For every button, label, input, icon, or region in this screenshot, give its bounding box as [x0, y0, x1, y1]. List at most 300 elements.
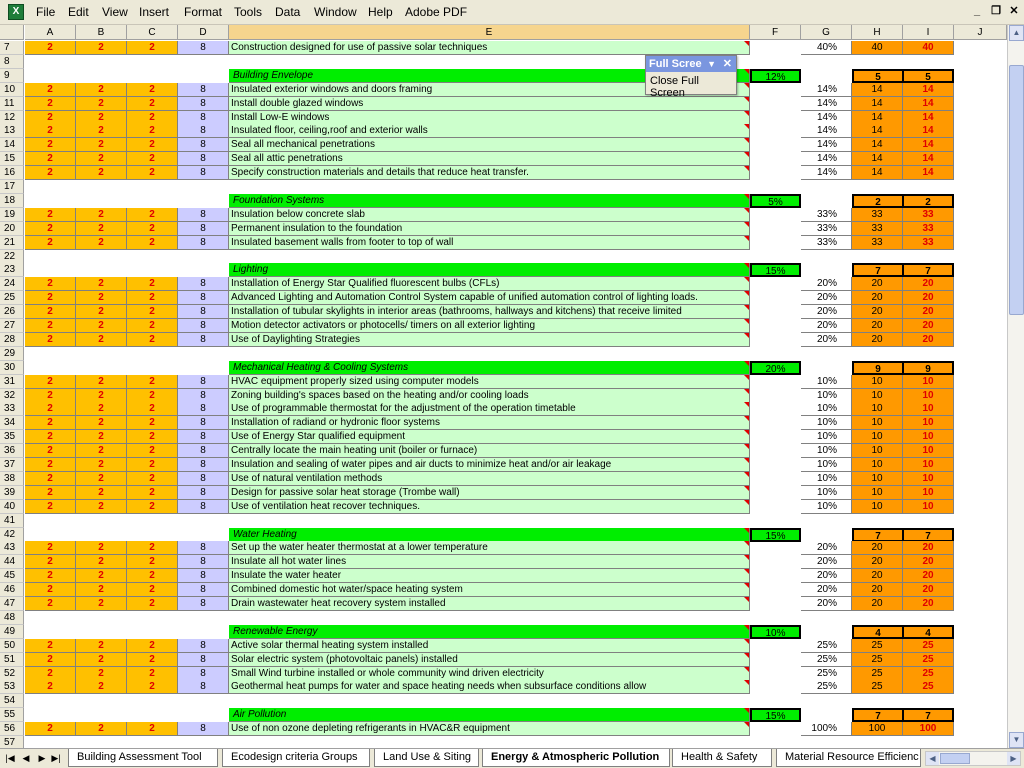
menu-data[interactable]: Data — [275, 5, 301, 19]
sheet-tab[interactable]: Material Resource Efficienc — [776, 749, 921, 767]
cell-c[interactable]: 2 — [127, 500, 178, 514]
cell-h[interactable]: 20 — [852, 277, 903, 291]
cell-d[interactable]: 8 — [178, 597, 229, 611]
cell-h[interactable]: 33 — [852, 222, 903, 236]
cell-c[interactable]: 2 — [127, 222, 178, 236]
row-header[interactable]: 26 — [0, 305, 24, 319]
row-header[interactable]: 17 — [0, 180, 24, 194]
column-header-c[interactable]: C — [127, 25, 178, 40]
cell-h[interactable]: 10 — [852, 500, 903, 514]
row-header[interactable]: 29 — [0, 347, 24, 361]
cell-a[interactable]: 2 — [25, 416, 76, 430]
category-score-h[interactable]: 9 — [852, 361, 903, 375]
category-score-i[interactable]: 2 — [903, 194, 954, 208]
cell-h[interactable]: 20 — [852, 583, 903, 597]
cell-c[interactable]: 2 — [127, 583, 178, 597]
excel-app-icon[interactable]: X — [8, 4, 24, 20]
cell-g[interactable]: 10% — [801, 389, 852, 403]
cell-i[interactable]: 20 — [903, 597, 954, 611]
criterion-description[interactable]: Set up the water heater thermostat at a lower temperature — [229, 541, 750, 555]
cell-h[interactable]: 14 — [852, 152, 903, 166]
cell-i[interactable]: 20 — [903, 277, 954, 291]
scroll-right-icon[interactable]: ▶ — [1007, 752, 1020, 765]
cell-g[interactable]: 14% — [801, 166, 852, 180]
row-header[interactable]: 22 — [0, 250, 24, 264]
cell-b[interactable]: 2 — [76, 208, 127, 222]
cell-d[interactable]: 8 — [178, 236, 229, 250]
cell-d[interactable]: 8 — [178, 41, 229, 55]
criterion-description[interactable]: Combined domestic hot water/space heating system — [229, 583, 750, 597]
cell-a[interactable]: 2 — [25, 541, 76, 555]
cell-a[interactable]: 2 — [25, 653, 76, 667]
criterion-description[interactable]: Zoning building's spaces based on the heating and/or cooling loads — [229, 389, 750, 403]
cell-d[interactable]: 8 — [178, 291, 229, 305]
criterion-description[interactable]: Installation of radiand or hydronic floor systems — [229, 416, 750, 430]
cell-g[interactable]: 20% — [801, 333, 852, 347]
cell-c[interactable]: 2 — [127, 152, 178, 166]
criterion-description[interactable]: Install Low-E windows — [229, 111, 750, 125]
sheet-tab[interactable]: Energy & Atmospheric Pollution — [482, 749, 670, 767]
cell-i[interactable]: 20 — [903, 569, 954, 583]
criterion-description[interactable]: Install double glazed windows — [229, 97, 750, 111]
cell-b[interactable]: 2 — [76, 236, 127, 250]
cell-b[interactable]: 2 — [76, 680, 127, 694]
cell-c[interactable]: 2 — [127, 111, 178, 125]
criterion-description[interactable]: Solar electric system (photovoltaic panels) installed — [229, 653, 750, 667]
criterion-description[interactable]: Insulation and sealing of water pipes and air ducts to minimize heat and/or air leakage — [229, 458, 750, 472]
cell-i[interactable]: 14 — [903, 111, 954, 125]
row-header[interactable]: 25 — [0, 291, 24, 305]
cell-b[interactable]: 2 — [76, 653, 127, 667]
cell-h[interactable]: 20 — [852, 319, 903, 333]
cell-h[interactable]: 10 — [852, 416, 903, 430]
cell-a[interactable]: 2 — [25, 583, 76, 597]
column-header-e[interactable]: E — [229, 25, 750, 40]
cell-b[interactable]: 2 — [76, 319, 127, 333]
criterion-description[interactable]: Design for passive solar heat storage (Trombe wall) — [229, 486, 750, 500]
cell-c[interactable]: 2 — [127, 430, 178, 444]
cell-a[interactable]: 2 — [25, 569, 76, 583]
category-score-i[interactable]: 4 — [903, 625, 954, 639]
cell-g[interactable]: 20% — [801, 291, 852, 305]
row-header[interactable]: 44 — [0, 555, 24, 569]
cell-h[interactable]: 10 — [852, 458, 903, 472]
vertical-scrollbar[interactable] — [1007, 25, 1024, 748]
row-header[interactable]: 27 — [0, 319, 24, 333]
cell-h[interactable]: 14 — [852, 83, 903, 97]
criterion-description[interactable]: Small Wind turbine installed or whole community wind driven electricity — [229, 667, 750, 681]
row-header[interactable]: 45 — [0, 569, 24, 583]
cell-d[interactable]: 8 — [178, 500, 229, 514]
cell-b[interactable]: 2 — [76, 597, 127, 611]
cell-h[interactable]: 20 — [852, 569, 903, 583]
category-score-h[interactable]: 5 — [852, 69, 903, 83]
criterion-description[interactable]: Geothermal heat pumps for water and space heating needs when subsurface conditions allow — [229, 680, 750, 694]
criterion-description[interactable]: Use of natural ventilation methods — [229, 472, 750, 486]
cell-d[interactable]: 8 — [178, 541, 229, 555]
cell-h[interactable]: 25 — [852, 639, 903, 653]
cell-d[interactable]: 8 — [178, 583, 229, 597]
cell-i[interactable]: 14 — [903, 166, 954, 180]
cell-c[interactable]: 2 — [127, 277, 178, 291]
cell-i[interactable]: 10 — [903, 444, 954, 458]
cell-i[interactable]: 25 — [903, 667, 954, 681]
row-header[interactable]: 40 — [0, 500, 24, 514]
cell-h[interactable]: 14 — [852, 166, 903, 180]
cell-g[interactable]: 100% — [801, 722, 852, 736]
cell-g[interactable]: 10% — [801, 416, 852, 430]
cell-g[interactable]: 20% — [801, 555, 852, 569]
cell-h[interactable]: 20 — [852, 305, 903, 319]
row-header[interactable]: 30 — [0, 361, 24, 375]
row-header[interactable]: 57 — [0, 736, 24, 748]
cell-i[interactable]: 14 — [903, 124, 954, 138]
menu-format[interactable]: Format — [184, 5, 223, 19]
cell-g[interactable]: 25% — [801, 653, 852, 667]
cell-c[interactable]: 2 — [127, 653, 178, 667]
close-full-screen-button[interactable]: Close Full Screen — [650, 75, 699, 99]
cell-h[interactable]: 20 — [852, 541, 903, 555]
cell-a[interactable]: 2 — [25, 166, 76, 180]
cell-h[interactable]: 14 — [852, 124, 903, 138]
cell-d[interactable]: 8 — [178, 472, 229, 486]
cell-b[interactable]: 2 — [76, 416, 127, 430]
row-header[interactable]: 23 — [0, 263, 24, 277]
cell-g[interactable]: 40% — [801, 41, 852, 55]
cell-i[interactable]: 20 — [903, 305, 954, 319]
cell-b[interactable]: 2 — [76, 722, 127, 736]
cell-i[interactable]: 20 — [903, 319, 954, 333]
cell-c[interactable]: 2 — [127, 375, 178, 389]
cell-a[interactable]: 2 — [25, 402, 76, 416]
menu-help[interactable]: Help — [368, 5, 393, 19]
restore-icon[interactable]: ❐ — [991, 5, 1001, 17]
category-header[interactable]: Renewable Energy — [229, 625, 750, 639]
sheet-tab[interactable]: Health & Safety — [672, 749, 772, 767]
menu-tools[interactable]: Tools — [234, 5, 263, 19]
row-header[interactable]: 13 — [0, 124, 24, 138]
cell-a[interactable]: 2 — [25, 333, 76, 347]
sheet-tab[interactable]: Land Use & Siting — [374, 749, 479, 767]
cell-d[interactable]: 8 — [178, 389, 229, 403]
row-header[interactable]: 56 — [0, 722, 24, 736]
row-header[interactable]: 20 — [0, 222, 24, 236]
scroll-left-icon[interactable]: ◀ — [926, 752, 939, 765]
row-header[interactable]: 47 — [0, 597, 24, 611]
cell-g[interactable]: 14% — [801, 97, 852, 111]
criterion-description[interactable]: Insulate all hot water lines — [229, 555, 750, 569]
criterion-description[interactable]: Use of Energy Star qualified equipment — [229, 430, 750, 444]
category-weight[interactable]: 10% — [750, 625, 801, 639]
category-weight[interactable]: 5% — [750, 194, 801, 208]
horizontal-scroll-thumb[interactable] — [940, 753, 970, 764]
row-header[interactable]: 37 — [0, 458, 24, 472]
cell-d[interactable]: 8 — [178, 83, 229, 97]
cell-h[interactable]: 14 — [852, 138, 903, 152]
cell-d[interactable]: 8 — [178, 444, 229, 458]
cell-c[interactable]: 2 — [127, 402, 178, 416]
cell-a[interactable]: 2 — [25, 138, 76, 152]
cell-b[interactable]: 2 — [76, 41, 127, 55]
criterion-description[interactable]: Insulated basement walls from footer to top of wall — [229, 236, 750, 250]
cell-i[interactable]: 10 — [903, 472, 954, 486]
scroll-up-icon[interactable]: ▲ — [1009, 25, 1024, 41]
cell-c[interactable]: 2 — [127, 444, 178, 458]
cell-d[interactable]: 8 — [178, 486, 229, 500]
criterion-description[interactable]: Specify construction materials and details that reduce heat transfer. — [229, 166, 750, 180]
cell-b[interactable]: 2 — [76, 555, 127, 569]
cell-d[interactable]: 8 — [178, 222, 229, 236]
cell-a[interactable]: 2 — [25, 111, 76, 125]
sheet-tab[interactable]: Building Assessment Tool — [68, 749, 218, 767]
cell-a[interactable]: 2 — [25, 208, 76, 222]
cell-g[interactable]: 14% — [801, 124, 852, 138]
cell-g[interactable]: 20% — [801, 541, 852, 555]
row-header[interactable]: 31 — [0, 375, 24, 389]
cell-b[interactable]: 2 — [76, 500, 127, 514]
cell-i[interactable]: 25 — [903, 639, 954, 653]
cell-c[interactable]: 2 — [127, 458, 178, 472]
criterion-description[interactable]: Insulated floor, ceiling,roof and exterior walls — [229, 124, 750, 138]
cell-h[interactable]: 33 — [852, 208, 903, 222]
cell-i[interactable]: 10 — [903, 416, 954, 430]
cell-h[interactable]: 10 — [852, 486, 903, 500]
cell-g[interactable]: 25% — [801, 667, 852, 681]
criterion-description[interactable]: Use of ventilation heat recover techniques. — [229, 500, 750, 514]
cell-c[interactable]: 2 — [127, 83, 178, 97]
close-toolbar-icon[interactable]: ✕ — [722, 58, 732, 70]
cell-i[interactable]: 20 — [903, 541, 954, 555]
row-header[interactable]: 50 — [0, 639, 24, 653]
cell-c[interactable]: 2 — [127, 472, 178, 486]
row-header[interactable]: 16 — [0, 166, 24, 180]
menu-insert[interactable]: Insert — [139, 5, 170, 19]
row-header[interactable]: 39 — [0, 486, 24, 500]
criterion-description[interactable]: Active solar thermal heating system installed — [229, 639, 750, 653]
row-header[interactable]: 10 — [0, 83, 24, 97]
row-header[interactable]: 49 — [0, 625, 24, 639]
column-header-a[interactable]: A — [25, 25, 76, 40]
category-header[interactable]: Lighting — [229, 263, 750, 277]
cell-g[interactable]: 10% — [801, 486, 852, 500]
cell-a[interactable]: 2 — [25, 277, 76, 291]
cell-b[interactable]: 2 — [76, 83, 127, 97]
cell-c[interactable]: 2 — [127, 97, 178, 111]
category-header[interactable]: Water Heating — [229, 528, 750, 542]
cell-i[interactable]: 20 — [903, 555, 954, 569]
cell-b[interactable]: 2 — [76, 97, 127, 111]
menu-window[interactable]: Window — [314, 5, 357, 19]
cell-a[interactable]: 2 — [25, 375, 76, 389]
cell-d[interactable]: 8 — [178, 124, 229, 138]
cell-a[interactable]: 2 — [25, 97, 76, 111]
cell-b[interactable]: 2 — [76, 333, 127, 347]
row-header[interactable]: 14 — [0, 138, 24, 152]
cell-a[interactable]: 2 — [25, 124, 76, 138]
row-header[interactable]: 9 — [0, 69, 24, 83]
category-score-h[interactable]: 7 — [852, 528, 903, 542]
cell-b[interactable]: 2 — [76, 222, 127, 236]
cell-b[interactable]: 2 — [76, 111, 127, 125]
cell-g[interactable]: 33% — [801, 208, 852, 222]
cell-g[interactable]: 20% — [801, 569, 852, 583]
row-header[interactable]: 51 — [0, 653, 24, 667]
close-window-icon[interactable]: ✕ — [1009, 5, 1019, 17]
menu-edit[interactable]: Edit — [68, 5, 89, 19]
cell-g[interactable]: 33% — [801, 222, 852, 236]
cell-b[interactable]: 2 — [76, 583, 127, 597]
cell-a[interactable]: 2 — [25, 486, 76, 500]
criterion-description[interactable]: Installation of Energy Star Qualified fluorescent bulbs (CFLs) — [229, 277, 750, 291]
criterion-description[interactable]: Installation of tubular skylights in interior areas (bathrooms, hallways and kitchens) that receive limited — [229, 305, 750, 319]
cell-h[interactable]: 20 — [852, 555, 903, 569]
category-header[interactable]: Mechanical Heating & Cooling Systems — [229, 361, 750, 375]
cell-i[interactable]: 10 — [903, 486, 954, 500]
cell-b[interactable]: 2 — [76, 444, 127, 458]
category-score-i[interactable]: 7 — [903, 263, 954, 277]
cell-c[interactable]: 2 — [127, 667, 178, 681]
criterion-description[interactable]: Use of programmable thermostat for the adjustment of the operation timetable — [229, 402, 750, 416]
category-score-h[interactable]: 2 — [852, 194, 903, 208]
row-header[interactable]: 54 — [0, 694, 24, 708]
minimize-icon[interactable]: _ — [973, 5, 981, 17]
cell-c[interactable]: 2 — [127, 486, 178, 500]
cell-g[interactable]: 25% — [801, 639, 852, 653]
cell-h[interactable]: 10 — [852, 402, 903, 416]
row-header[interactable]: 19 — [0, 208, 24, 222]
row-header[interactable]: 21 — [0, 236, 24, 250]
select-all-corner[interactable] — [0, 25, 24, 40]
cell-h[interactable]: 25 — [852, 680, 903, 694]
cell-d[interactable]: 8 — [178, 402, 229, 416]
cell-c[interactable]: 2 — [127, 416, 178, 430]
cell-b[interactable]: 2 — [76, 486, 127, 500]
cell-g[interactable]: 10% — [801, 458, 852, 472]
menu-file[interactable]: File — [36, 5, 56, 19]
vertical-scroll-thumb[interactable] — [1009, 65, 1024, 315]
cell-d[interactable]: 8 — [178, 667, 229, 681]
cell-b[interactable]: 2 — [76, 472, 127, 486]
category-weight[interactable]: 15% — [750, 263, 801, 277]
row-header[interactable]: 36 — [0, 444, 24, 458]
cell-c[interactable]: 2 — [127, 333, 178, 347]
cell-g[interactable]: 20% — [801, 319, 852, 333]
cell-c[interactable]: 2 — [127, 166, 178, 180]
criterion-description[interactable]: Use of non ozone depleting refrigerants in HVAC&R equipment — [229, 722, 750, 736]
row-header[interactable]: 35 — [0, 430, 24, 444]
cell-a[interactable]: 2 — [25, 680, 76, 694]
cell-b[interactable]: 2 — [76, 639, 127, 653]
criterion-description[interactable]: Insulate the water heater — [229, 569, 750, 583]
cell-g[interactable]: 10% — [801, 402, 852, 416]
category-weight[interactable]: 20% — [750, 361, 801, 375]
cell-a[interactable]: 2 — [25, 500, 76, 514]
cell-i[interactable]: 40 — [903, 41, 954, 55]
column-header-f[interactable]: F — [750, 25, 801, 40]
cell-g[interactable]: 14% — [801, 138, 852, 152]
cell-g[interactable]: 10% — [801, 472, 852, 486]
cell-h[interactable]: 14 — [852, 97, 903, 111]
cell-d[interactable]: 8 — [178, 208, 229, 222]
cell-c[interactable]: 2 — [127, 680, 178, 694]
cell-i[interactable]: 33 — [903, 208, 954, 222]
cell-i[interactable]: 10 — [903, 500, 954, 514]
cell-b[interactable]: 2 — [76, 375, 127, 389]
cell-h[interactable]: 25 — [852, 667, 903, 681]
cell-a[interactable]: 2 — [25, 291, 76, 305]
cell-a[interactable]: 2 — [25, 152, 76, 166]
row-header[interactable]: 24 — [0, 277, 24, 291]
menu-view[interactable]: View — [102, 5, 128, 19]
column-header-g[interactable]: G — [801, 25, 852, 40]
cell-d[interactable]: 8 — [178, 138, 229, 152]
horizontal-scrollbar[interactable] — [925, 751, 1021, 766]
cell-d[interactable]: 8 — [178, 680, 229, 694]
cell-h[interactable]: 20 — [852, 597, 903, 611]
cell-g[interactable]: 14% — [801, 83, 852, 97]
row-header[interactable]: 7 — [0, 41, 24, 55]
cell-a[interactable]: 2 — [25, 430, 76, 444]
cell-i[interactable]: 10 — [903, 375, 954, 389]
cell-g[interactable]: 33% — [801, 236, 852, 250]
scroll-down-icon[interactable]: ▼ — [1009, 732, 1024, 748]
criterion-description[interactable]: Advanced Lighting and Automation Control System capable of unified automation control of lighting loads. — [229, 291, 750, 305]
category-weight[interactable]: 15% — [750, 708, 801, 722]
cell-b[interactable]: 2 — [76, 138, 127, 152]
cell-c[interactable]: 2 — [127, 291, 178, 305]
cell-d[interactable]: 8 — [178, 722, 229, 736]
cell-b[interactable]: 2 — [76, 389, 127, 403]
cell-c[interactable]: 2 — [127, 389, 178, 403]
row-header[interactable]: 28 — [0, 333, 24, 347]
cell-c[interactable]: 2 — [127, 138, 178, 152]
cell-d[interactable]: 8 — [178, 305, 229, 319]
cell-i[interactable]: 33 — [903, 236, 954, 250]
cell-h[interactable]: 20 — [852, 291, 903, 305]
category-weight[interactable]: 15% — [750, 528, 801, 542]
category-score-h[interactable]: 7 — [852, 708, 903, 722]
cell-g[interactable]: 20% — [801, 277, 852, 291]
row-header[interactable]: 15 — [0, 152, 24, 166]
criterion-description[interactable]: Permanent insulation to the foundation — [229, 222, 750, 236]
cell-i[interactable]: 14 — [903, 83, 954, 97]
cell-g[interactable]: 14% — [801, 152, 852, 166]
cell-g[interactable]: 10% — [801, 430, 852, 444]
cell-h[interactable]: 40 — [852, 41, 903, 55]
cell-d[interactable]: 8 — [178, 152, 229, 166]
cell-d[interactable]: 8 — [178, 333, 229, 347]
cell-b[interactable]: 2 — [76, 291, 127, 305]
cell-b[interactable]: 2 — [76, 541, 127, 555]
first-sheet-icon[interactable]: |◀ — [5, 753, 15, 763]
cell-c[interactable]: 2 — [127, 597, 178, 611]
cell-c[interactable]: 2 — [127, 208, 178, 222]
column-header-b[interactable]: B — [76, 25, 127, 40]
row-header[interactable]: 55 — [0, 708, 24, 722]
cell-b[interactable]: 2 — [76, 166, 127, 180]
spreadsheet-grid[interactable] — [0, 25, 1007, 748]
row-header[interactable]: 42 — [0, 528, 24, 542]
cell-g[interactable]: 25% — [801, 680, 852, 694]
cell-i[interactable]: 20 — [903, 291, 954, 305]
last-sheet-icon[interactable]: ▶| — [51, 753, 61, 763]
cell-d[interactable]: 8 — [178, 375, 229, 389]
cell-d[interactable]: 8 — [178, 319, 229, 333]
cell-c[interactable]: 2 — [127, 541, 178, 555]
category-score-h[interactable]: 4 — [852, 625, 903, 639]
criterion-description[interactable]: Use of Daylighting Strategies — [229, 333, 750, 347]
next-sheet-icon[interactable]: ▶ — [38, 753, 46, 763]
